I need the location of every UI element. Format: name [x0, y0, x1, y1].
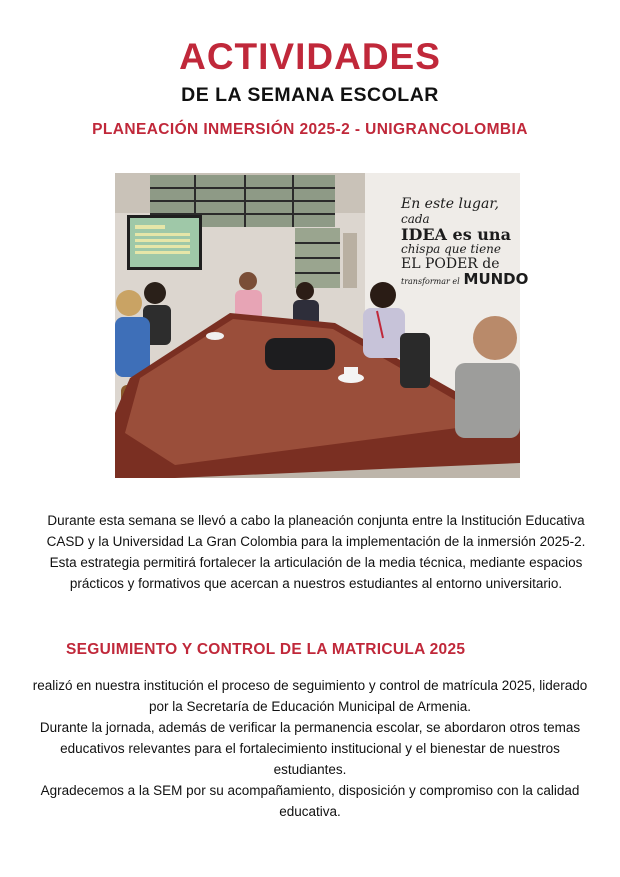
- wall-slogan: [401, 196, 529, 289]
- wall-slogan-line-3: IDEA es una: [401, 225, 511, 244]
- matricula-paragraph: [28, 675, 592, 822]
- wall-slogan-line-6: transformar el: [401, 277, 460, 286]
- matricula-paragraph-line: realizó en nuestra institución el proceso de seguimiento y control de matrícula 2025, liderado por la Secretaría de Educación Municipal de Armenia.: [32, 678, 588, 714]
- wall-slogan-line-5: EL PODER de: [401, 256, 500, 272]
- wall-slogan-line-2: cada: [401, 212, 430, 226]
- planeacion-paragraph: Durante esta semana se llevó a cabo la planeación conjunta entre la Institución Educativa CASD y la Universidad La Gran Colombia para la implementación de la inmersión 2025-2. Esta estrategia permitirá fortalecer la articulación de la media técnica, mediante espacios prácticos y formativos que acercan a nuestros estudiantes al entorno universitario.: [46, 513, 586, 591]
- section-heading-planeacion: PLANEACIÓN INMERSIÓN 2025-2 - UNIGRANCOLOMBIA: [92, 121, 528, 138]
- section-heading-matricula: SEGUIMIENTO Y CONTROL DE LA MATRICULA 2025: [66, 641, 466, 658]
- wall-slogan-line-1: En este lugar,: [401, 196, 499, 212]
- wall-slogan-line-4: chispa que tiene: [401, 242, 502, 256]
- wall-slogan-line-7: MUNDO: [463, 270, 529, 288]
- page-title: ACTIVIDADES: [179, 36, 441, 77]
- page-subtitle: DE LA SEMANA ESCOLAR: [181, 84, 439, 106]
- matricula-paragraph-line: Durante la jornada, además de verificar la permanencia escolar, se abordaron otros temas educativos relevantes para el fortalecimiento institucional y el bienestar de nuestros estudiantes.: [39, 720, 581, 777]
- matricula-paragraph-line: Agradecemos a la SEM por su acompañamiento, disposición y compromiso con la calidad educativa.: [40, 783, 580, 819]
- meeting-photo: [115, 173, 529, 478]
